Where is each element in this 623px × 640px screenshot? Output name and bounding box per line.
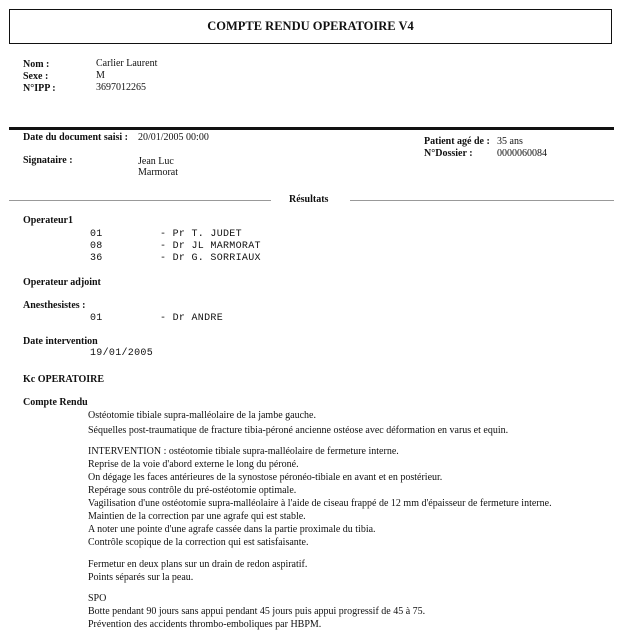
operateur1-label: Operateur1 [23, 215, 73, 226]
report-line: Fermetur en deux plans sur un drain de redon aspiratif. [88, 559, 308, 570]
kc-operatoire-heading: Kc OPERATOIRE [23, 374, 105, 385]
dossier-label: N°Dossier : [424, 148, 473, 159]
operateur-name: - Pr T. JUDET [160, 229, 242, 240]
report-line: A noter une pointe d'une agrafe cassée dans la partie proximale du tibia. [88, 524, 376, 535]
operateur-name: - Dr JL MARMORAT [160, 241, 261, 252]
operateur-adjoint-label: Operateur adjoint [23, 277, 101, 288]
operateur-code: 36 [90, 253, 103, 264]
dossier-value: 0000060084 [497, 148, 547, 159]
sexe-label: Sexe : [23, 71, 49, 82]
report-line: Vagilisation d'une ostéotomie supra-malléolaire à l'aide de ciseau frappé de 12 mm d'épaisseur de fermeture interne. [88, 498, 552, 509]
date-intervention-value: 19/01/2005 [90, 348, 154, 359]
date-document-label: Date du document saisi : [23, 132, 129, 143]
report-line: Botte pendant 90 jours sans appui pendant 45 jours puis appui progressif de 45 à 75. [88, 606, 426, 617]
operateur-code: 01 [90, 229, 103, 240]
report-line: Maintien de la correction par une agrafe qui est stable. [88, 511, 306, 522]
report-line: INTERVENTION : ostéotomie tibiale supra-malléolaire de fermeture interne. [88, 446, 399, 457]
patient-age-value: 35 ans [497, 136, 523, 147]
report-line: Contrôle scopique de la correction qui est satisfaisante. [88, 537, 309, 548]
report-line: Reprise de la voie d'abord externe le long du péroné. [88, 459, 299, 470]
sexe-value: M [96, 70, 105, 81]
anesthesiste-name: - Dr ANDRE [160, 313, 224, 324]
report-line: Prévention des accidents thrombo-emboliques par HBPM. [88, 619, 322, 630]
operateur-name: - Dr G. SORRIAUX [160, 253, 261, 264]
date-intervention-label: Date intervention [23, 336, 98, 347]
divider-right [350, 200, 614, 201]
report-line: Ostéotomie tibiale supra-malléolaire de la jambe gauche. [88, 410, 316, 421]
compte-rendu-label: Compte Rendu [23, 397, 88, 408]
operateur-code: 08 [90, 241, 103, 252]
anesthesistes-label: Anesthesistes : [23, 300, 86, 311]
ipp-label: N°IPP : [23, 83, 56, 94]
report-line: Séquelles post-traumatique de fracture tibia-péroné ancienne ostéose avec déformation en varus et equin. [88, 425, 509, 436]
patient-age-label: Patient agé de : [424, 136, 490, 147]
signataire-label: Signataire : [23, 155, 73, 166]
document-title: COMPTE RENDU OPERATOIRE V4 [9, 9, 612, 44]
divider-left [9, 200, 271, 201]
nom-label: Nom : [23, 59, 50, 70]
report-line: On dégage les faces antérieures de la synostose péronéo-tibiale en avant et en postérieur. [88, 472, 443, 483]
ipp-value: 3697012265 [96, 82, 146, 93]
date-document-value: 20/01/2005 00:00 [138, 132, 209, 143]
report-line: SPO [88, 593, 107, 604]
report-line: Repérage sous contrôle du pré-ostéotomie optimale. [88, 485, 297, 496]
anesthesiste-code: 01 [90, 313, 103, 324]
nom-value: Carlier Laurent [96, 58, 158, 69]
header-rule [9, 127, 614, 130]
signataire-firstname: Jean Luc [138, 156, 174, 167]
signataire-lastname: Marmorat [138, 167, 178, 178]
report-line: Points séparés sur la peau. [88, 572, 194, 583]
resultats-heading: Résultats [289, 194, 329, 205]
